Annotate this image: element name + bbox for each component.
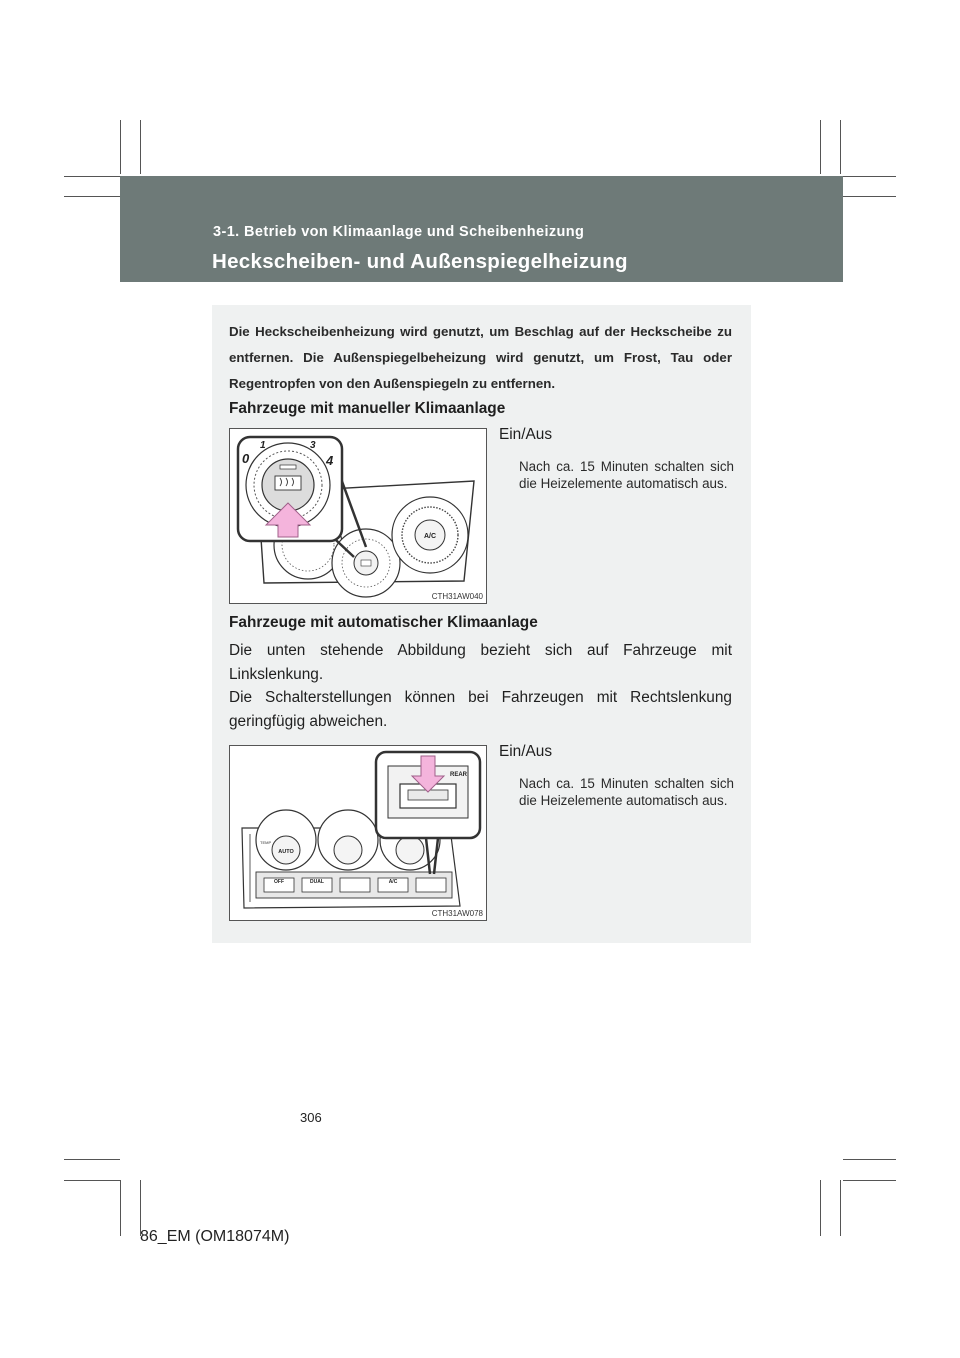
figure-code: CTH31AW078 — [431, 909, 483, 918]
crop-mark — [64, 1180, 120, 1181]
auto-paragraph-2: Die Schalterstellungen können bei Fahrzeugen mit Rechtslenkung geringfügig abweichen. — [229, 689, 732, 730]
crop-mark — [840, 120, 841, 174]
off-button-label: OFF — [274, 879, 284, 885]
manual-climate-figure — [229, 428, 487, 604]
section-title: 3-1. Betrieb von Klimaanlage und Scheibenheizung — [213, 224, 585, 240]
ac-button-label: A/C — [423, 533, 437, 540]
intro-text: Die Heckscheibenheizung wird genutzt, um Beschlag auf der Heckscheibe zu entfernen. Die Außenspiegelbeheizung wird genutzt, um Frost, Tau oder Regentropfen von den Außenspiegeln zu entfernen. — [229, 324, 732, 391]
crop-mark — [843, 1159, 896, 1160]
temp-label: TEMP — [260, 840, 272, 845]
dial-number-4: 4 — [326, 453, 334, 468]
auto-heading: Fahrzeuge mit automatischer Klimaanlage — [229, 614, 538, 631]
rear-label: REAR — [450, 772, 468, 778]
crop-mark — [64, 196, 120, 197]
crop-mark — [120, 120, 121, 174]
auto-climate-figure — [229, 745, 487, 921]
figure-code: CTH31AW040 — [431, 592, 483, 601]
crop-mark — [64, 176, 120, 177]
crop-mark — [140, 120, 141, 174]
page-title: Heckscheiben- und Außenspiegelheizung — [212, 250, 628, 273]
dial-number-0: 0 — [242, 451, 250, 466]
crop-mark — [843, 196, 896, 197]
ac-button-label: A/C — [388, 879, 398, 885]
auto-note: Nach ca. 15 Minuten schalten sich die Heizelemente automatisch aus. — [519, 776, 734, 808]
auto-paragraph-1: Die unten stehende Abbildung bezieht sich auf Fahrzeuge mit Linkslenkung. — [229, 642, 732, 683]
crop-mark — [843, 1180, 896, 1181]
auto-on-off-label: Ein/Aus — [499, 743, 553, 760]
dual-button-label: DUAL — [310, 879, 324, 885]
crop-mark — [840, 1180, 841, 1236]
manual-note: Nach ca. 15 Minuten schalten sich die Heizelemente automatisch aus. — [519, 459, 734, 491]
content-panel — [212, 305, 751, 943]
auto-button-label: AUTO — [278, 849, 294, 855]
dial-number-1: 1 — [260, 440, 266, 451]
crop-mark — [64, 1159, 120, 1160]
manual-heading: Fahrzeuge mit manueller Klimaanlage — [229, 400, 506, 417]
page-number: 306 — [300, 1110, 322, 1125]
manual-on-off-label: Ein/Aus — [499, 426, 553, 443]
footer-code: 86_EM (OM18074M) — [140, 1228, 290, 1245]
crop-mark — [820, 120, 821, 174]
crop-mark — [820, 1180, 821, 1236]
crop-mark — [120, 1180, 121, 1236]
crop-mark — [843, 176, 896, 177]
dial-number-3: 3 — [310, 440, 316, 451]
